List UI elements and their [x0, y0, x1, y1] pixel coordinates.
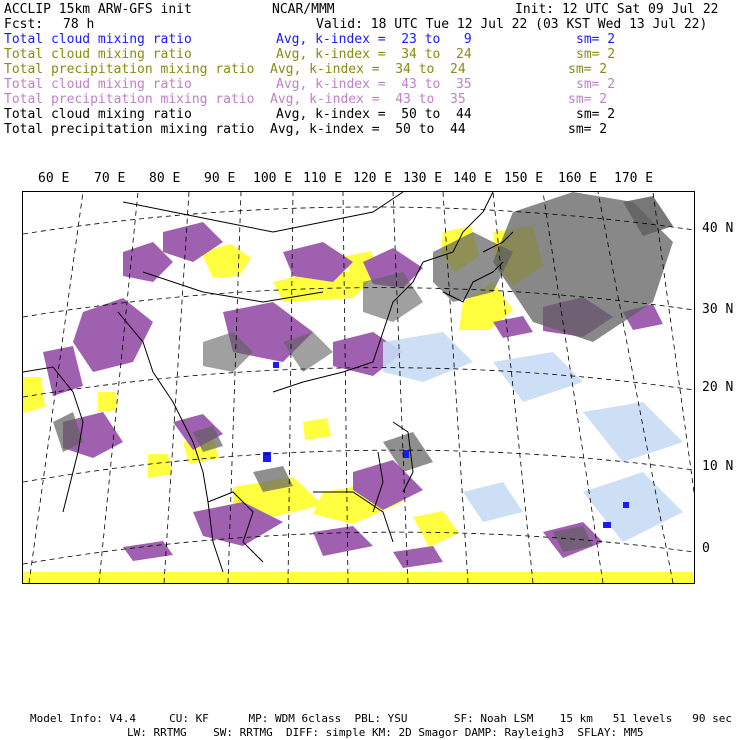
- lon-label: 140 E: [453, 171, 493, 186]
- fcst-value: 78 h: [63, 17, 95, 32]
- model-title: ACCLIP 15km ARW-GFS init: [4, 2, 192, 17]
- legend-row-1-sm: sm= 2: [576, 32, 616, 47]
- legend-row-7-sm: sm= 2: [568, 122, 608, 137]
- lat-label: 0: [702, 541, 710, 556]
- legend-row-2-avg: Avg, k-index = 34 to 24: [276, 47, 472, 62]
- lat-label: 40 N: [702, 221, 734, 236]
- lon-label: 90 E: [204, 171, 236, 186]
- legend-row-6-avg: Avg, k-index = 50 to 44: [276, 107, 472, 122]
- legend-row-1-avg: Avg, k-index = 23 to 9: [276, 32, 472, 47]
- lon-label: 160 E: [558, 171, 598, 186]
- lon-label: 110 E: [303, 171, 343, 186]
- map-canvas: [23, 192, 694, 583]
- legend-row-1-field: Total cloud mixing ratio: [4, 32, 192, 47]
- forecast-map: [22, 191, 695, 584]
- model-info-line1: Model Info: V4.4 CU: KF MP: WDM 6class PBL: YSU SF: Noah LSM 15 km 51 levels 90 sec: [30, 712, 732, 725]
- lat-label: 30 N: [702, 302, 734, 317]
- model-info-line2: LW: RRTMG SW: RRTMG DIFF: simple KM: 2D Smagor DAMP: Rayleigh3 SFLAY: MM5: [127, 726, 644, 739]
- legend-row-2-field: Total cloud mixing ratio: [4, 47, 192, 62]
- legend-row-3-field: Total precipitation mixing ratio: [4, 62, 255, 77]
- fcst-label: Fcst:: [4, 17, 44, 32]
- light-blue-field: [383, 332, 683, 542]
- lon-label: 70 E: [94, 171, 126, 186]
- lon-label: 170 E: [614, 171, 654, 186]
- lat-label: 10 N: [702, 459, 734, 474]
- lon-label: 80 E: [149, 171, 181, 186]
- legend-row-5-sm: sm= 2: [568, 92, 608, 107]
- lon-label: 120 E: [353, 171, 393, 186]
- legend-row-5-avg: Avg, k-index = 43 to 35: [270, 92, 466, 107]
- lon-label: 130 E: [403, 171, 443, 186]
- legend-row-6-sm: sm= 2: [576, 107, 616, 122]
- valid-time: Valid: 18 UTC Tue 12 Jul 22 (03 KST Wed 13 Jul 22): [316, 17, 708, 32]
- legend-row-3-avg: Avg, k-index = 34 to 24: [270, 62, 466, 77]
- legend-row-5-field: Total precipitation mixing ratio: [4, 92, 255, 107]
- legend-row-7-avg: Avg, k-index = 50 to 44: [270, 122, 466, 137]
- legend-row-4-field: Total cloud mixing ratio: [4, 77, 192, 92]
- lat-label: 20 N: [702, 380, 734, 395]
- legend-row-7-field: Total precipitation mixing ratio: [4, 122, 255, 137]
- legend-row-2-sm: sm= 2: [576, 47, 616, 62]
- lon-label: 100 E: [253, 171, 293, 186]
- init-time: Init: 12 UTC Sat 09 Jul 22: [515, 2, 719, 17]
- lon-label: 150 E: [504, 171, 544, 186]
- legend-row-4-avg: Avg, k-index = 43 to 35: [276, 77, 472, 92]
- legend-row-4-sm: sm= 2: [576, 77, 616, 92]
- legend-row-6-field: Total cloud mixing ratio: [4, 107, 192, 122]
- lon-label: 60 E: [38, 171, 70, 186]
- legend-row-3-sm: sm= 2: [568, 62, 608, 77]
- org-label: NCAR/MMM: [272, 2, 335, 17]
